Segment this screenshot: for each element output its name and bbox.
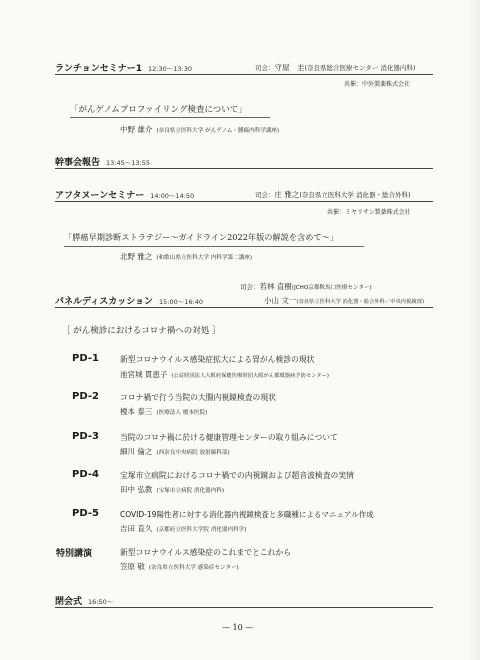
section-rule bbox=[55, 307, 433, 308]
panel-theme: ［ がん検診におけるコロナ禍への対処 ］ bbox=[62, 326, 221, 336]
closing-time: 16:50〜 bbox=[88, 598, 114, 606]
afternoon-speaker bbox=[120, 251, 252, 262]
speaker-name: 吉田 直久 bbox=[120, 524, 153, 533]
luncheon-speaker bbox=[120, 124, 279, 135]
page-number: — 10 — bbox=[222, 623, 254, 632]
board-report-time: 13:45〜13:55 bbox=[106, 159, 150, 167]
chair-affiliation: (奈良県立医科大学 消化器・総合外科／中央内視鏡部) bbox=[296, 299, 425, 305]
pd-code: PD-1 bbox=[72, 353, 99, 364]
panel-chair-2 bbox=[264, 295, 424, 306]
chair-prefix: 司会： bbox=[240, 283, 260, 291]
speaker-name: 榎本 泰三 bbox=[120, 407, 153, 416]
chair-name: 庄 雅之 bbox=[274, 190, 300, 199]
afternoon-seminar-heading bbox=[55, 188, 194, 201]
afternoon-lecture-title: 「膵癌早期診断ストラテジー〜ガイドライン2022年版の解説を含めて〜」 bbox=[64, 232, 338, 242]
speaker-affiliation: (和歌山県立医科大学 内科学第二講座) bbox=[156, 255, 253, 261]
chair-affiliation: (JCHO京都鞍馬口医療センター) bbox=[291, 285, 372, 291]
panel-discussion-time: 15:00〜16:40 bbox=[159, 298, 203, 306]
speaker-affiliation: (医療法人 榎本医院) bbox=[156, 410, 208, 416]
speaker-affiliation: (西奈良中央病院 放射線科部) bbox=[156, 450, 230, 456]
scan-edge bbox=[468, 0, 480, 660]
chair-name: 守屋 圭 bbox=[274, 63, 305, 72]
panel-discussion-title: パネルディスカッション bbox=[55, 297, 154, 307]
chair-name: 若林 直樹 bbox=[259, 282, 292, 291]
afternoon-seminar-time: 14:00〜14:50 bbox=[150, 192, 195, 200]
board-report-title: 幹事会報告 bbox=[55, 158, 101, 168]
afternoon-sponsor: 共催：ミヤリサン製薬株式会社 bbox=[327, 209, 411, 216]
luncheon-seminar-title: ランチョンセミナー1 bbox=[55, 64, 142, 74]
speaker-affiliation: (奈良県立医科大学 感染症センター) bbox=[148, 565, 239, 571]
luncheon-sponsor: 共催：中外製薬株式会社 bbox=[344, 81, 411, 88]
speaker-name: 田中 弘教 bbox=[120, 485, 153, 494]
speaker-affiliation: (京都府立医科大学院 消化器内科学) bbox=[156, 527, 247, 533]
lecture-underline bbox=[64, 246, 364, 247]
closing-heading bbox=[55, 594, 113, 607]
pd-title: コロナ禍で行う当院の大腸内視鏡検査の現状 bbox=[120, 393, 276, 402]
pd-title: 新型コロナウイルス感染症のこれまでとこれから bbox=[120, 548, 292, 557]
section-rule bbox=[55, 201, 433, 202]
pd-speaker bbox=[120, 484, 224, 495]
chair-affiliation: (奈良県立医科大学 消化器・総合外科) bbox=[299, 191, 411, 199]
afternoon-chair bbox=[255, 189, 411, 200]
speaker-affiliation: (奈良県立医科大学 がんゲノム・腫瘍内科学講座) bbox=[156, 128, 280, 134]
luncheon-seminar-heading bbox=[55, 61, 192, 74]
pd-speaker bbox=[120, 406, 207, 417]
pd-title: 新型コロナウイルス感染症拡大による胃がん検診の現状 bbox=[120, 355, 315, 364]
pd-title: 当院のコロナ禍に於ける健康管理センターの取り組みについて bbox=[120, 433, 338, 442]
speaker-name: 中野 雄介 bbox=[120, 125, 153, 134]
speaker-affiliation: (公益財団法人大阪府保健医療財団大阪がん循環器病予防センター) bbox=[171, 373, 329, 379]
pd-code: PD-2 bbox=[72, 391, 99, 402]
panel-chair-1 bbox=[240, 281, 372, 292]
luncheon-chair bbox=[255, 62, 415, 73]
section-rule bbox=[55, 168, 433, 169]
pd-title: 宝塚市立病院におけるコロナ禍での内視鏡および超音波検査の実情 bbox=[120, 471, 354, 480]
chair-prefix: 司会： bbox=[255, 191, 275, 199]
chair-affiliation: (奈良県総合医療センター 消化器内科) bbox=[304, 64, 416, 72]
pd-code: PD-5 bbox=[72, 508, 99, 519]
speaker-name: 笠原 敬 bbox=[120, 562, 145, 571]
pd-code: PD-4 bbox=[72, 469, 99, 480]
panel-discussion-heading bbox=[55, 294, 203, 307]
chair-prefix: 司会： bbox=[255, 64, 275, 72]
speaker-name: 池宮城 貫恵子 bbox=[120, 370, 168, 379]
section-rule bbox=[55, 74, 433, 75]
chair-name: 小山 文一 bbox=[264, 296, 297, 305]
board-report-heading bbox=[55, 155, 150, 168]
section-rule bbox=[55, 607, 433, 608]
lecture-underline bbox=[70, 117, 270, 118]
luncheon-seminar-time: 12:30〜13:30 bbox=[148, 65, 192, 73]
pd-speaker bbox=[120, 561, 239, 572]
pd-code: PD-3 bbox=[72, 431, 99, 442]
pd-speaker bbox=[120, 369, 329, 380]
luncheon-lecture-title: 「がんゲノムプロファイリング検査について」 bbox=[70, 105, 247, 115]
closing-title: 閉会式 bbox=[55, 597, 83, 607]
speaker-affiliation: (宝塚市立病院 消化器内科) bbox=[156, 488, 225, 494]
special-lecture-code: 特別講演 bbox=[56, 549, 93, 559]
speaker-name: 細川 倫之 bbox=[120, 447, 153, 456]
afternoon-seminar-title: アフタヌーンセミナー bbox=[55, 191, 145, 201]
speaker-name: 北野 雅之 bbox=[120, 252, 153, 261]
pd-speaker bbox=[120, 523, 246, 534]
pd-title: COVID-19陽性者に対する消化器内視鏡検査と多職種によるマニュアル作成 bbox=[120, 510, 374, 519]
pd-speaker bbox=[120, 446, 230, 457]
